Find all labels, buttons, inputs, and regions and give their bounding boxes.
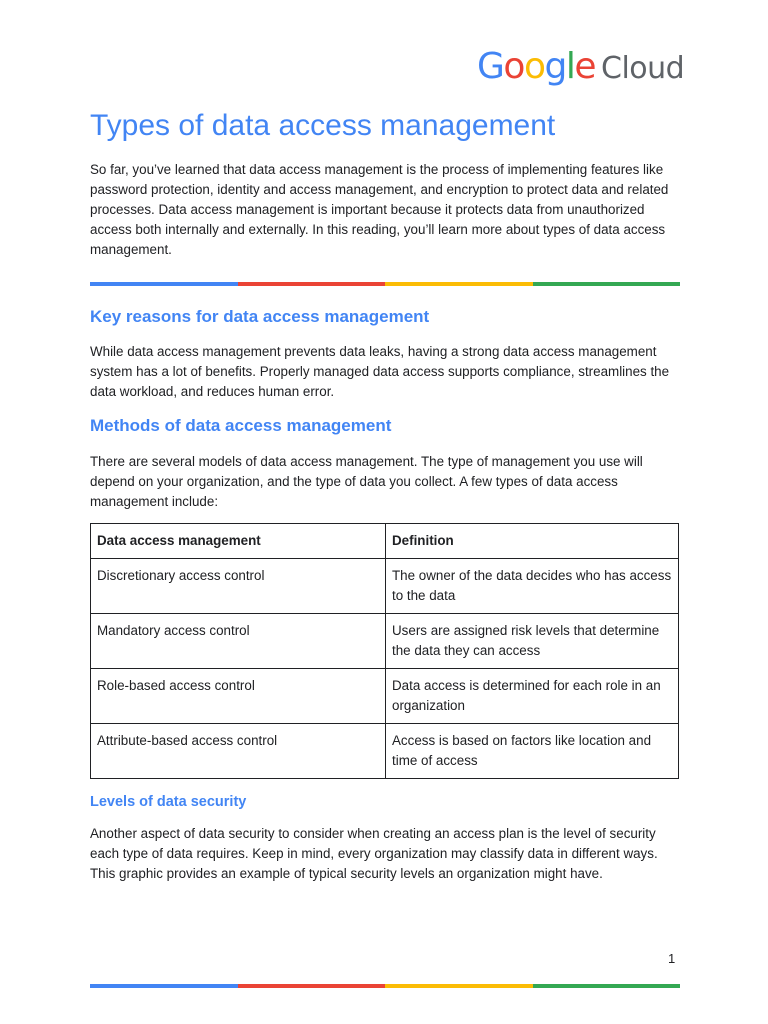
methods-heading: Methods of data access management xyxy=(90,416,392,435)
logo-letter: G xyxy=(477,46,504,87)
divider-segment-red xyxy=(238,282,386,286)
divider-segment-green xyxy=(533,282,681,286)
table-row xyxy=(91,559,679,614)
key-reasons-heading: Key reasons for data access management xyxy=(90,307,430,326)
page-number: 1 xyxy=(668,951,676,966)
table-header-row xyxy=(91,524,679,559)
table-cell: Attribute-based access control xyxy=(91,724,386,779)
key-reasons-paragraph: While data access management prevents data leaks, having a strong data access management system has a lot of benefits. Properly managed data access supports compliance, streamlines the data workload, and reduces human error. xyxy=(90,344,670,399)
footer-color-divider xyxy=(90,984,680,988)
logo-letter: o xyxy=(523,46,545,87)
table-cell: Discretionary access control xyxy=(91,559,386,614)
logo-letter: l xyxy=(565,46,575,87)
logo-letter: g xyxy=(544,46,566,87)
table-row xyxy=(91,724,679,779)
divider-segment-yellow xyxy=(385,282,533,286)
levels-paragraph: Another aspect of data security to consider when creating an access plan is the level of security each type of data requires. Keep in mind, every organization may classify data in different ways. This graphic provides an example of typical security levels an organization might have. xyxy=(90,826,658,881)
methods-paragraph: There are several models of data access management. The type of management you use will depend on your organization, and the type of data you collect. A few types of data access management include: xyxy=(90,454,643,509)
google-cloud-logo xyxy=(477,44,685,90)
table-row xyxy=(91,614,679,669)
color-divider xyxy=(90,282,680,286)
table-row xyxy=(91,669,679,724)
table-cell: Users are assigned risk levels that determine the data they can access xyxy=(386,614,679,669)
logo-cloud-word: Cloud xyxy=(601,51,685,86)
table-header-cell: Data access management xyxy=(91,524,386,559)
logo-letter: o xyxy=(503,46,524,87)
footer-segment-yellow xyxy=(385,984,533,988)
table-cell: The owner of the data decides who has access to the data xyxy=(386,559,679,614)
footer-segment-green xyxy=(533,984,681,988)
table-cell: Access is based on factors like location and time of access xyxy=(386,724,679,779)
table-cell: Data access is determined for each role in an organization xyxy=(386,669,679,724)
page-title: Types of data access management xyxy=(90,109,556,142)
footer-segment-red xyxy=(238,984,386,988)
divider-segment-blue xyxy=(90,282,238,286)
table-cell: Mandatory access control xyxy=(91,614,386,669)
levels-heading: Levels of data security xyxy=(90,794,247,810)
access-management-table xyxy=(90,523,679,779)
table-header-cell: Definition xyxy=(386,524,679,559)
intro-paragraph: So far, you’ve learned that data access management is the process of implementing features like password protection, identity and access management, and encryption to protect data and related processes. Data access management is important because it protects data from unauthorized access both internally and externally. In this reading, you’ll learn more about types of data access management. xyxy=(90,162,669,257)
footer-segment-blue xyxy=(90,984,238,988)
logo-letter: e xyxy=(574,46,595,87)
table-cell: Role-based access control xyxy=(91,669,386,724)
